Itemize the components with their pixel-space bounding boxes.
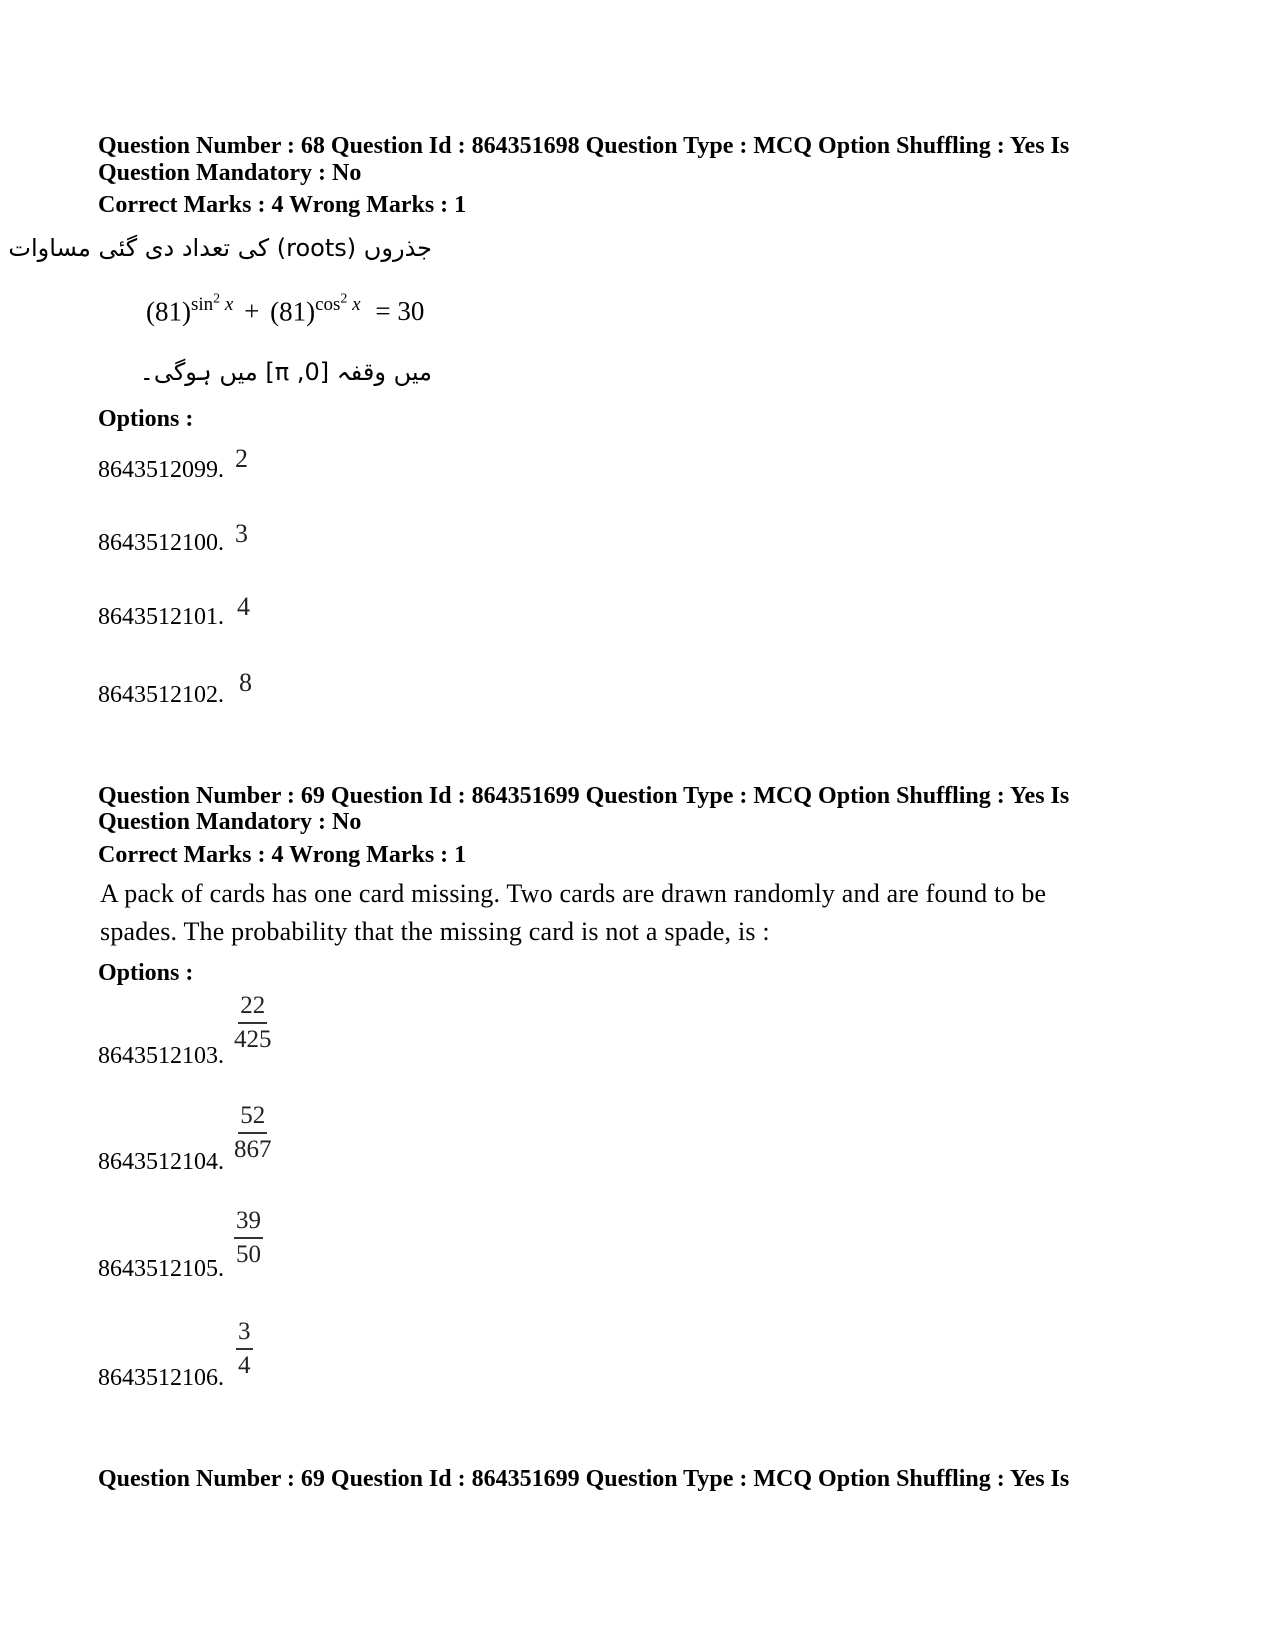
eq-exp1-fn: sin — [190, 294, 214, 316]
fraction-numerator: 3 — [236, 1318, 253, 1350]
eq-exp1-pow: 2 — [213, 292, 221, 307]
eq-plus: + — [244, 296, 260, 327]
fraction-numerator: 22 — [238, 992, 267, 1024]
option-id: 8643512103. — [98, 1043, 224, 1069]
eq-base-2: (81) — [270, 296, 316, 327]
option-id: 8643512100. — [98, 530, 224, 556]
eq-exp1-var: x — [224, 294, 234, 316]
q69-header-line2: Question Mandatory : No — [98, 809, 362, 835]
eq-rhs: = 30 — [375, 296, 425, 327]
eq-exp2-fn: cos — [315, 294, 341, 316]
q69-question-line2: spades. The probability that the missing card is not a spade, is : — [100, 917, 770, 946]
q68-urdu-line1: جذروں (roots) کی تعداد دی گئی مساوات — [8, 234, 432, 262]
fraction-denominator: 425 — [234, 1026, 272, 1053]
option-value: 3 — [235, 519, 248, 548]
fraction-denominator: 4 — [238, 1352, 251, 1379]
option-id: 8643512101. — [98, 604, 224, 630]
option-id: 8643512099. — [98, 457, 224, 483]
fraction-denominator: 867 — [234, 1136, 272, 1163]
q68-options-label: Options : — [98, 406, 194, 432]
option-id: 8643512106. — [98, 1365, 224, 1391]
eq-exp2-pow: 2 — [340, 292, 348, 307]
option-id: 8643512104. — [98, 1149, 224, 1175]
option-value: 2 — [235, 444, 248, 473]
option-value: 8 — [239, 668, 252, 697]
option-id: 8643512102. — [98, 682, 224, 708]
eq-base-1: (81) — [146, 296, 191, 327]
q69-options-label: Options : — [98, 960, 194, 986]
option-fraction — [234, 1207, 263, 1269]
option-id: 8643512105. — [98, 1256, 224, 1282]
q68-marks: Correct Marks : 4 Wrong Marks : 1 — [98, 192, 467, 218]
option-fraction — [234, 992, 272, 1054]
q69-question-line1: A pack of cards has one card missing. Two cards are drawn randomly and are found to be — [100, 879, 1047, 908]
option-fraction — [234, 1102, 272, 1164]
option-fraction — [236, 1318, 253, 1380]
q68-header-line1: Question Number : 68 Question Id : 864351698 Question Type : MCQ Option Shuffling : Yes Is — [98, 133, 1070, 159]
q69-header-line1: Question Number : 69 Question Id : 864351699 Question Type : MCQ Option Shuffling : Yes Is — [98, 783, 1070, 809]
q68-header-line2: Question Mandatory : No — [98, 160, 362, 186]
fraction-numerator: 39 — [234, 1207, 263, 1239]
next-question-header: Question Number : 69 Question Id : 864351699 Question Type : MCQ Option Shuffling : Yes Is — [98, 1466, 1070, 1492]
q69-marks: Correct Marks : 4 Wrong Marks : 1 — [98, 842, 467, 868]
fraction-denominator: 50 — [236, 1241, 261, 1268]
eq-exp2-var: x — [352, 294, 361, 316]
option-value: 4 — [237, 592, 250, 621]
q68-equation — [146, 292, 424, 327]
fraction-numerator: 52 — [238, 1102, 267, 1134]
q68-urdu-line3: میں وقفہ [0, π] میں ہوگی۔ — [139, 358, 432, 386]
